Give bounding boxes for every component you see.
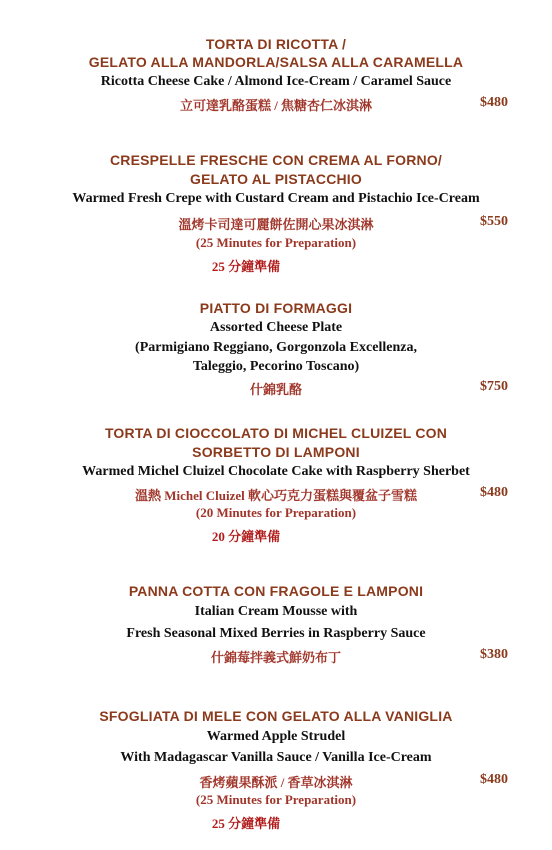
item-title: TORTA DI RICOTTA / — [205, 36, 347, 52]
item-chinese-name: 溫熱 Michel Cluizel 軟心巧克力蛋糕與覆盆子雪糕 — [134, 488, 417, 503]
item-description: (Parmigiano Reggiano, Gorgonzola Excellenza, — [135, 340, 417, 355]
item-price: $750 — [480, 379, 508, 394]
item-chinese-name: 什錦莓拌義式鮮奶布丁 — [210, 650, 341, 665]
item-price: $480 — [480, 485, 508, 500]
item-title: GELATO AL PISTACCHIO — [189, 171, 362, 187]
item-description: Fresh Seasonal Mixed Berries in Raspberry Sauce — [126, 626, 426, 641]
item-description: With Madagascar Vanilla Sauce / Vanilla Ice-Cream — [120, 750, 432, 765]
item-chinese-name: 什錦乳酪 — [249, 382, 302, 397]
item-title: SORBETTO DI LAMPONI — [192, 444, 360, 460]
item-title: CRESPELLE FRESCHE CON CREMA AL FORNO/ — [109, 152, 442, 168]
item-description: Italian Cream Mousse with — [194, 604, 358, 619]
item-price: $550 — [480, 214, 508, 229]
item-description: Taleggio, Pecorino Toscano) — [192, 359, 360, 374]
item-title: PANNA COTTA CON FRAGOLE E LAMPONI — [128, 583, 424, 599]
item-title: PIATTO DI FORMAGGI — [199, 300, 353, 316]
item-chinese-name: 立可達乳酪蛋糕 / 焦糖杏仁冰淇淋 — [179, 98, 373, 113]
preparation-note-chinese: 25 分鐘準備 — [211, 259, 281, 274]
item-chinese-name: 香烤蘋果酥派 / 香草冰淇淋 — [199, 775, 353, 790]
item-description: Warmed Michel Cluizel Chocolate Cake with Raspberry Sherbet — [82, 464, 470, 479]
item-price: $480 — [480, 772, 508, 787]
preparation-note: (25 Minutes for Preparation) — [195, 792, 357, 807]
item-price: $380 — [480, 647, 508, 662]
preparation-note: (25 Minutes for Preparation) — [195, 235, 357, 250]
preparation-note: (20 Minutes for Preparation) — [195, 505, 357, 520]
item-price: $480 — [480, 95, 508, 110]
item-title: GELATO ALLA MANDORLA/SALSA ALLA CARAMELLA — [88, 54, 464, 70]
item-description: Ricotta Cheese Cake / Almond Ice-Cream / Caramel Sauce — [100, 74, 452, 89]
item-title: SFOGLIATA DI MELE CON GELATO ALLA VANIGLIA — [99, 708, 453, 724]
preparation-note-chinese: 20 分鐘準備 — [211, 529, 281, 544]
item-description: Warmed Apple Strudel — [206, 729, 346, 744]
preparation-note-chinese: 25 分鐘準備 — [211, 816, 281, 831]
item-description: Warmed Fresh Crepe with Custard Cream and Pistachio Ice-Cream — [72, 191, 480, 206]
item-title: TORTA DI CIOCCOLATO DI MICHEL CLUIZEL CON — [104, 425, 448, 441]
item-description: Assorted Cheese Plate — [209, 320, 343, 335]
item-chinese-name: 溫烤卡司達可麗餅佐開心果冰淇淋 — [178, 217, 374, 232]
